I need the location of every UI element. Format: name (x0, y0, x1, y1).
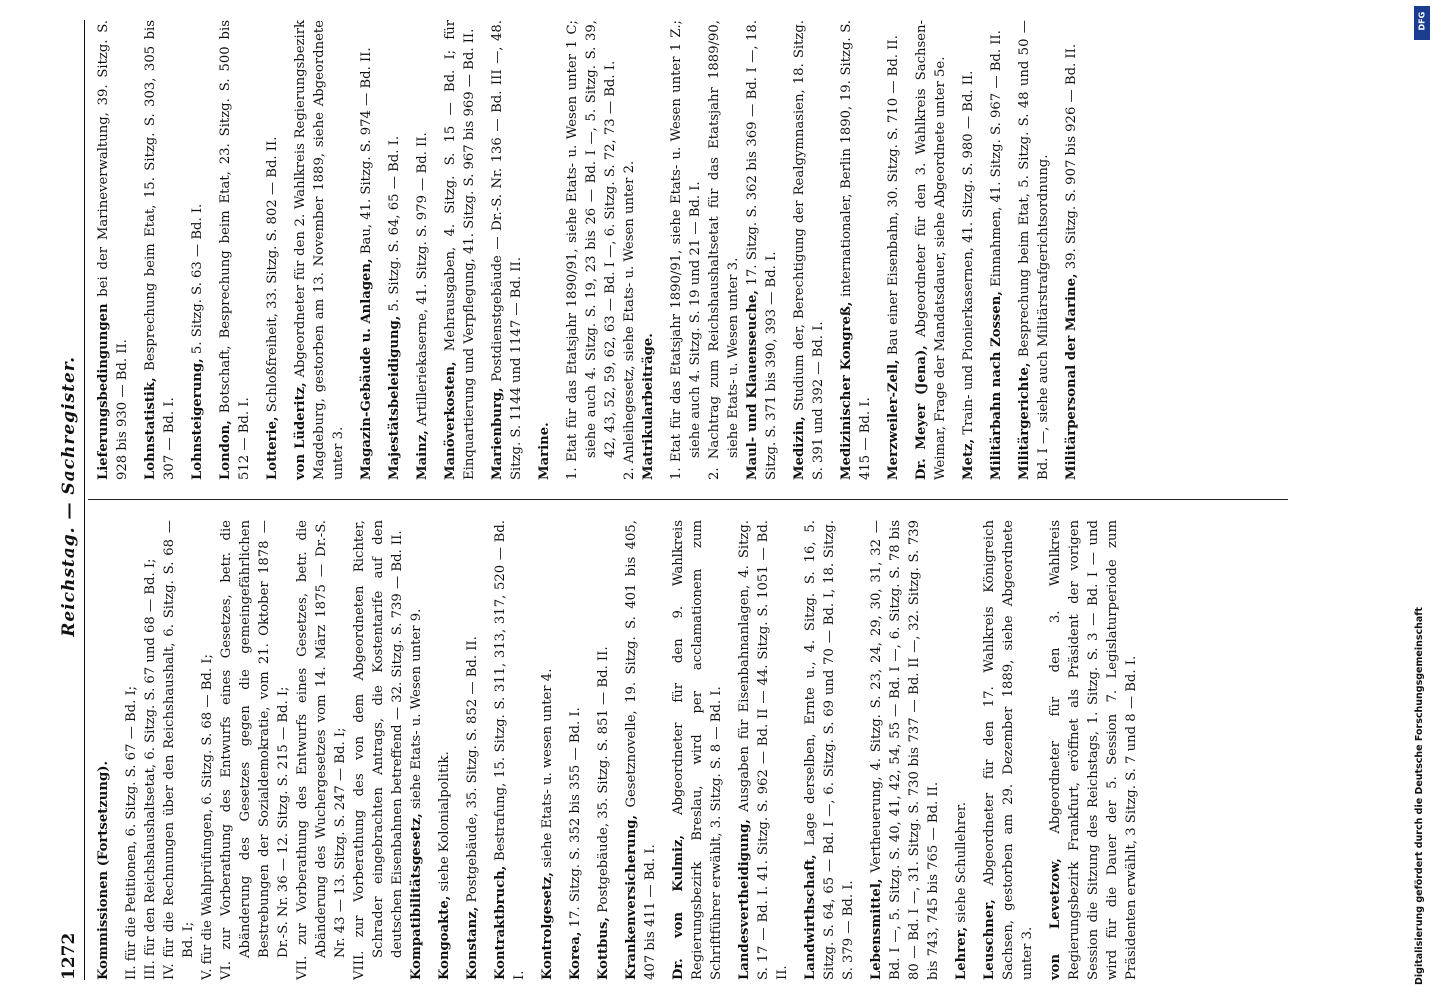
entry-text: VII. zur Vorberathung des Entwurfs eines Gesetzes, betr. die Abänderung des Wuchergesetzes vom 14. März 1875 — Dr.-S. Nr. 43 — 13. Sitzg. S. 247 — Bd. I; (295, 520, 348, 980)
entry-text: internationaler, Berlin 1890, 19. Sitzg. S. 415 — Bd. I. (839, 20, 873, 480)
index-entry (743, 20, 781, 480)
index-entry (160, 520, 198, 980)
entry-keyword: Kontraktbruch, (493, 865, 508, 980)
entry-text: Abgeordneter für den 17. Wahlkreis Königreich Sachsen, gestorben am 29. Dezember 1889, siehe Abgeordnete unter 3. (982, 520, 1035, 980)
entry-text: 17. Sitzg. S. 362 bis 369 — Bd. I —, 18. Sitzg. S. 371 bis 390, 393 — Bd. I. (745, 20, 779, 480)
entry-keyword: Magazin-Gebäude u. Anlagen, (359, 258, 374, 480)
page-number: 1272 (59, 932, 79, 980)
entry-text: Schloßfreiheit, 33. Sitzg. S. 802 — Bd. II. (265, 136, 280, 413)
dfg-logo-text: DFG (1417, 11, 1427, 31)
entry-text: Train- und Pionierkasernen, 41. Sitzg. S. 980 — Bd. II. (961, 70, 976, 435)
entry-keyword: Merzweiler-Zell, (886, 359, 901, 480)
entry-text: 5. Sitzg. S. 63 — Bd. I. (190, 203, 205, 355)
entry-text: IV. für die Rechnungen über den Reichshaushalt, 6. Sitzg. S. 68 — Bd. I; (162, 520, 196, 980)
index-entry (94, 20, 132, 480)
index-entry (837, 20, 875, 480)
entry-keyword: Kommissionen (Fortsetzung). (96, 760, 111, 980)
entry-text: VI. zur Vorberathung des Entwurfs eines Gesetzes, betr. die Abänderung des Gesetzes gegen die gemeingefährlichen Bestrebungen der Sozialdemokratie, vom 21. Oktober 1878 — Dr.-S. Nr. 36 — 12. Sitzg. S. 215 — Bd. I; (219, 520, 291, 980)
entry-keyword: Marine. (537, 422, 552, 480)
index-entry (790, 20, 828, 480)
entry-text: Postgebäude, 35. Sitzg. S. 851 — Bd. II. (596, 646, 611, 913)
index-entry (350, 520, 407, 980)
entry-keyword: Kottbus, (596, 917, 611, 980)
entry-text: Postgebäude, 35. Sitzg. S. 852 — Bd. II. (465, 636, 480, 903)
entry-text: siehe Schullehrer. (954, 802, 969, 923)
index-entry (1046, 520, 1141, 980)
column-divider (88, 499, 1288, 500)
entry-text: 2. Anleihegesetz, siehe Etats- u. Wesen unter 2. (622, 160, 637, 480)
index-entry (94, 520, 113, 980)
entry-text: Gesetznovelle, 19. Sitzg. S. 401 bis 405, 407 bis 411 — Bd. I. (624, 520, 658, 980)
entry-keyword: Majestätsbeleidigung, (387, 315, 402, 480)
entry-keyword: Landesvertheidigung, (737, 819, 752, 980)
index-entry (639, 20, 658, 480)
index-entry (435, 520, 454, 980)
entry-text: Bau, 41. Sitzg. S. 974 — Bd. II. (359, 47, 374, 255)
entry-text: V. für die Wahlprüfungen, 6. Sitzg. S. 68 — Bd. I; (200, 654, 215, 980)
index-entry (705, 20, 743, 480)
entry-text: siehe Kolonialpolitik. (437, 751, 452, 892)
entry-text: Artilleriekaserne, 41. Sitzg. S. 979 — Bd. II. (415, 132, 430, 426)
entry-text: Botschaft, Besprechung beim Etat, 23. Sitzg. S. 500 bis 512 — Bd. I. (218, 20, 252, 480)
index-entry (141, 520, 160, 980)
entry-keyword: Konstanz, (465, 906, 480, 980)
entry-keyword: Lieferungsbedingungen (96, 303, 111, 480)
index-entry (407, 520, 426, 980)
entry-text: Lage derselben, Ernte u., 4. Sitzg. S. 16, 5. Sitzg. S. 64, 65 — Bd. I —, 6. Sitzg. S. 69 und 70 — Bd. I, 18. Sitzg. S. 379 — Bd. I. (803, 520, 856, 980)
index-entry (952, 520, 971, 980)
index-entry (488, 20, 526, 480)
entry-text: 2. Nachtrag zum Reichshaushaltsetat für das Etatsjahr 1889/90, siehe Etats- u. Wesen unter 3. (707, 20, 741, 480)
index-entry (385, 20, 404, 480)
index-entry (217, 520, 293, 980)
index-entry (293, 520, 350, 980)
index-entry (357, 20, 376, 480)
entry-keyword: von Levetzow, (1048, 858, 1063, 980)
index-entry (216, 20, 254, 480)
index-entry (912, 20, 950, 480)
entry-text: Bestrafung, 15. Sitzg. S. 311, 313, 317, 520 — Bd. I. (493, 520, 527, 980)
index-entry (801, 520, 858, 980)
entry-text: Mehrausgaben, 4. Sitzg. S. 15 — Bd. I; für Einquartierung und Verpflegung, 41. Sitzg. S. 967 bis 969 — Bd. II. (443, 20, 477, 480)
index-entry (987, 20, 1006, 480)
page-title: Reichstag. — Sachregister. (59, 355, 79, 637)
index-entry (620, 20, 639, 480)
entry-keyword: Manöverkosten, (443, 361, 458, 480)
index-entry (535, 20, 554, 480)
entry-text: Einnahmen, 41. Sitzg. S. 967 — Bd. II. (989, 30, 1004, 287)
entry-keyword: Medizinischer Kongreß, (839, 301, 854, 480)
entry-text: bei der Marineverwaltung, 39. Sitzg. S. 928 bis 930 — Bd. II. (96, 20, 130, 480)
entry-text: Besprechung beim Etat, 15. Sitzg. S. 303, 305 bis 307 — Bd. I. (143, 20, 177, 480)
entry-keyword: Lehrer, (954, 926, 969, 980)
rotated-page (36, 0, 1396, 1000)
entry-keyword: Korea, (568, 931, 583, 980)
entry-text: Vertheuerung, 4. Sitzg. S. 23, 24, 29, 30, 31, 32 — Bd. I —, 5. Sitzg. S. 40, 41, 42, 54, 55 — Bd. I —, 6. Sitzg. S. 78 bis 80 — Bd. I —, 31. Sitzg. S. 730 bis 737 — Bd. II —, 32. Sitzg. S. 739 bis 743, 745 bis 765 — Bd. II. (869, 520, 941, 980)
entry-text: Abgeordneter für den 2. Wahlkreis Regierungsbezirk Magdeburg, gestorben am 13. November 1889, siehe Abgeordnete unter 3. (293, 20, 346, 480)
index-entry (867, 520, 943, 980)
index-entry (563, 20, 620, 480)
entry-keyword: Lebensmittel, (869, 878, 884, 980)
entry-keyword: Militärpersonal der Marine, (1064, 273, 1079, 480)
entry-text: VIII. zur Vorberathung des von dem Abgeordneten Richter, Schrader eingebrachten Antrags, die Kostentarife auf den deutschen Eisenbahnen betreffend — 32. Sitzg. S. 739 — Bd. II. (352, 520, 405, 980)
entry-text: Bau einer Eisenbahn, 30. Sitzg. S. 710 — Bd. II. (886, 35, 901, 356)
index-entry (980, 520, 1037, 980)
entry-keyword: Leuschner, (982, 899, 997, 980)
index-entry (669, 520, 726, 980)
entry-text: siehe Etats- u. wesen unter 4. (540, 668, 555, 868)
entry-keyword: Kontrolgesetz, (540, 872, 555, 980)
entry-keyword: London, (218, 420, 233, 480)
index-entry (884, 20, 903, 480)
entry-text: 39. Sitzg. S. 907 bis 926 — Bd. II. (1064, 43, 1079, 270)
entry-text: Abgeordneter für den 3. Wahlkreis Regierungsbezirk Frankfurt, eröffnet als Präsident der vorigen Session die Sitzung des Reichstags, 1. Sitzg. S. 3 — Bd. I — und wird für die Dauer der 5. Session 7. Legislaturperiode zum Präsidenten erwählt, 3 Sitzg. S. 7 und 8 — Bd. I. (1048, 520, 1139, 980)
entry-text: Studium der, Berechtigung der Realgymnasien, 18. Sitzg. S. 391 und 392 — Bd. I. (792, 20, 826, 480)
index-entry (263, 20, 282, 480)
digitization-credit: Digitalisierung gefördert durch die Deutsche Forschungsgemeinschaft (1414, 607, 1425, 985)
entry-keyword: Krankenversicherung, (624, 814, 639, 980)
index-entry (594, 520, 613, 980)
index-entry (122, 520, 141, 980)
entry-keyword: Dr. von Kulmiz, (671, 834, 686, 980)
index-entry (441, 20, 479, 480)
index-entry (188, 20, 207, 480)
index-entry (622, 520, 660, 980)
index-entry (959, 20, 978, 480)
entry-keyword: Mainz, (415, 430, 430, 480)
entry-text: 5. Sitzg. S. 64, 65 — Bd. I. (387, 135, 402, 312)
entry-text: III. für den Reichshaushaltsetat, 6. Sitzg. S. 67 und 68 — Bd. I; (143, 558, 158, 980)
index-entry (1062, 20, 1081, 480)
index-entry (141, 20, 179, 480)
entry-text: 1. Etat für das Etatsjahr 1890/91, siehe Etats- u. Wesen unter 1 Z.; siehe auch 4. Sitzg. S. 19 und 21 — Bd. I. (669, 20, 703, 480)
index-entry (413, 20, 432, 480)
entry-keyword: Marienburg, (490, 387, 505, 480)
entry-text: Besprechung beim Etat, 5. Sitzg. S. 48 und 50 — Bd. I —, siehe auch Militärstrafgerichtsordnung. (1017, 20, 1051, 480)
entry-keyword: Medizin, (792, 416, 807, 480)
entry-keyword: Matrikularbeiträge. (641, 333, 656, 480)
entry-text: Ausgaben für Eisenbahnanlagen, 4. Sitzg. S. 17 — Bd. I. 41. Sitzg. S. 962 — Bd. II — 44. Sitzg. S. 1051 — Bd. II. (737, 520, 790, 980)
index-entry (566, 520, 585, 980)
entry-text: Postdienstgebäude — Dr.-S. Nr. 136 — Bd. III —, 48. Sitzg. S. 1144 und 1147 — Bd. II. (490, 20, 524, 480)
index-entry (1015, 20, 1053, 480)
index-entry (735, 520, 792, 980)
entry-text: Abgeordneter für den 3. Wahlkreis Sachsen-Weimar, Frage der Mandatsdauer, siehe Abgeordnete unter 5e. (914, 20, 948, 480)
entry-keyword: Lotterie, (265, 416, 280, 480)
entry-keyword: Metz, (961, 438, 976, 480)
dfg-logo (1414, 6, 1430, 40)
entry-text: 1. Etat für das Etatsjahr 1890/91, siehe Etats- u. Wesen unter 1 C; siehe auch 4. Sitzg. S. 19, 23 bis 26 — Bd. I —, 5. Sitzg. S. 39, 42, 43, 52, 59, 62, 63 — Bd. I —, 6. Sitzg. S. 72, 73 — Bd. I. (565, 20, 618, 480)
index-entry (667, 20, 705, 480)
entry-keyword: Militärbahn nach Zossen, (989, 291, 1004, 480)
entry-text: 17. Sitzg. S. 352 bis 355 — Bd. I. (568, 707, 583, 928)
entry-keyword: von Lüderitz, (293, 382, 308, 480)
entry-keyword: Militärgerichte, (1017, 362, 1032, 480)
entry-keyword: Landwirthschaft, (803, 854, 818, 980)
index-entry (198, 520, 217, 980)
entry-keyword: Dr. Meyer (Jena), (914, 345, 929, 480)
entry-keyword: Kongoakte, (437, 895, 452, 980)
right-column (94, 20, 1090, 480)
page-header (54, 20, 85, 980)
entry-text: II. für die Petitionen, 6. Sitzg. S. 67 — Bd. I; (124, 685, 139, 980)
index-entry (463, 520, 482, 980)
entry-keyword: Lohnsteigerung, (190, 358, 205, 480)
index-entry (538, 520, 557, 980)
entry-text: Abgeordneter für den 9. Wahlkreis Regierungsbezirk Breslau, wird per acclamationem zum Schriftführer erwählt, 3. Sitzg. S. 8 — Bd. I. (671, 520, 724, 980)
entry-text: siehe Etats- u. Wesen unter 9. (409, 608, 424, 809)
entry-keyword: Kompatibilitätsgesetz, (409, 813, 424, 980)
left-column (94, 520, 1150, 980)
entry-keyword: Maul- und Klauenseuche, (745, 290, 760, 480)
entry-keyword: Lohnstatistik, (143, 377, 158, 480)
index-entry (491, 520, 529, 980)
index-entry (291, 20, 348, 480)
